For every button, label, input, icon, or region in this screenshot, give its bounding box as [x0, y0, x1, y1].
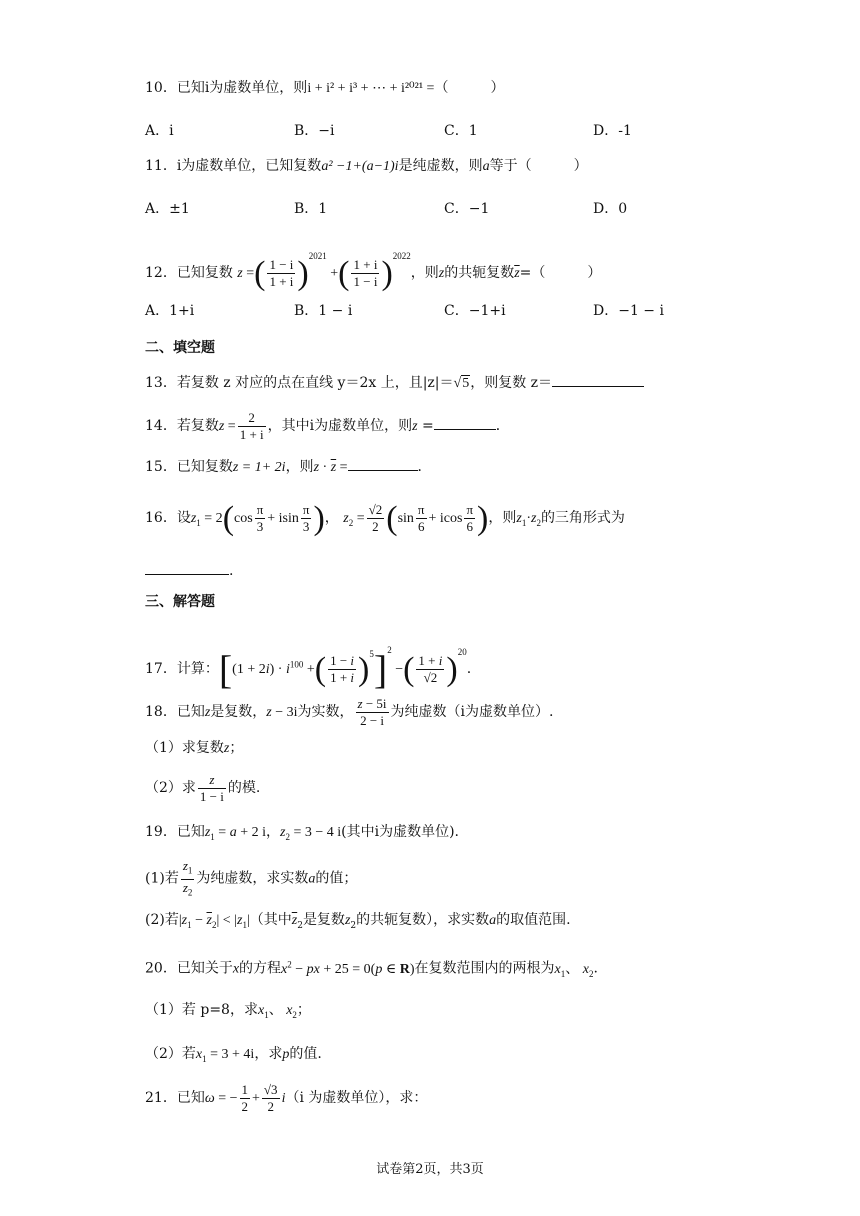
period: ．	[417, 459, 432, 475]
answer-blank[interactable]	[552, 372, 644, 387]
answer-blank[interactable]	[348, 456, 418, 471]
question-number: 19．	[145, 824, 177, 840]
part-label: （1）若 p=8，求	[145, 1002, 258, 1018]
option-d: D．-1	[593, 123, 632, 139]
formula: $\frac{z - 5i}{2 - i}$	[357, 696, 387, 729]
formula-z1: $z_1 = 2(\cos$ $\frac{\pi}{3}$ + isin $\frac{\pi}{3}$ )	[190, 499, 325, 537]
variable: z	[412, 419, 418, 434]
question-text: 的共轭复数	[444, 265, 515, 281]
variable: z	[223, 741, 230, 756]
math-expression: a² −1+(a−1)i	[321, 159, 399, 174]
section-heading-solve: 三、解答题	[145, 594, 215, 610]
variable: p	[282, 1047, 290, 1062]
variable: z	[204, 705, 211, 720]
part-text: 是复数	[302, 912, 345, 928]
part-text: 的共轭复数），求实数	[356, 912, 490, 928]
option-a: A．i	[145, 123, 174, 139]
question-text: 为实数，	[297, 704, 354, 720]
question-text: 计算：	[176, 661, 219, 677]
question-16	[145, 496, 625, 545]
variable: z	[344, 913, 351, 928]
question-text: 若复数 z 对应的点在直线 y＝2x 上，且|z|＝	[176, 375, 454, 391]
product: $z_1\cdot z_2$	[516, 511, 541, 528]
question-text: 的三角形式为	[540, 510, 625, 526]
question-text: ，	[265, 824, 280, 840]
question-number: 21．	[145, 1090, 177, 1106]
formula: ω = − $\frac{1}{2}$ + $\frac{√3}{2}$ i	[204, 1082, 286, 1115]
conjugate: $\overline{z}$	[514, 266, 520, 281]
option-b: B．−i	[294, 123, 335, 139]
formula: z =( $\frac{1 - i}{1 + i}$ )$^{2021}$ +( $\frac{1 + i}{1 - i}$ )$^{2022}$	[237, 251, 411, 292]
question-text: 已知关于	[176, 960, 233, 977]
question-text: 已知	[176, 1090, 205, 1106]
question-text: 为纯虚数（i为虚数单位）.	[390, 704, 554, 720]
question-text: ，则	[285, 459, 314, 475]
question-number: 11．	[145, 158, 177, 174]
part-text: ；	[296, 1002, 311, 1018]
question-15	[145, 456, 432, 478]
question-text: 是复数，	[210, 704, 267, 720]
roots: $x_1$、 $x_2$	[257, 1003, 297, 1020]
part-text: （其中	[249, 912, 292, 928]
formula-z2: $z_2$ = $\frac{√2}{2}$ (sin $\frac{\pi}{6}$ + icos $\frac{\pi}{6}$ )	[343, 499, 489, 537]
question-text: ，	[324, 510, 339, 526]
option-c: C．−1	[444, 201, 490, 217]
part-label: （1）求复数	[145, 740, 224, 756]
math-expression: i + i² + i³ + ⋯ + i²⁰²¹ =	[307, 81, 435, 96]
conjugate: $\overline{z}$	[291, 913, 298, 928]
question-number: 12．	[145, 265, 177, 281]
question-17	[145, 626, 471, 694]
q18-part-1	[145, 738, 243, 759]
answer-paren: （ ）	[434, 80, 505, 96]
question-text: ，则	[488, 510, 517, 526]
question-number: 16．	[145, 510, 177, 526]
question-text: i为虚数单位，已知复数	[176, 158, 322, 174]
option-d: D．0	[593, 201, 628, 217]
answer-blank[interactable]	[434, 415, 496, 430]
question-text: 在复数范围内的两根为	[414, 960, 555, 977]
question-number: 15．	[145, 459, 177, 475]
formula: z = $\frac{2}{1 + i}$	[218, 410, 264, 443]
period: .	[229, 563, 234, 579]
part-text: 的取值范围.	[496, 912, 571, 928]
period: ．	[495, 418, 510, 434]
question-19	[145, 822, 459, 847]
question-text: =（ ）	[519, 265, 602, 281]
question-text: ，则	[410, 265, 439, 281]
question-11	[145, 156, 588, 177]
question-number: 18．	[145, 704, 177, 720]
question-text: 设	[176, 510, 191, 526]
option-d: D．−1 − i	[593, 303, 664, 319]
question-text: 已知i为虚数单位，则	[176, 80, 308, 96]
question-text: ，其中i为虚数单位，则	[267, 418, 413, 434]
question-text: 已知复数	[176, 459, 233, 475]
part-label: (2)若	[145, 912, 179, 928]
formula: $z_1 = a + 2$ i	[204, 825, 266, 842]
question-text: （i 为虚数单位），求：	[285, 1090, 428, 1106]
question-text: 是纯虚数，则	[398, 158, 483, 174]
section-heading-fill-in: 二、填空题	[145, 340, 215, 356]
roots: $x_1$、 $x_2$	[554, 961, 594, 979]
question-text: 已知	[176, 824, 205, 840]
question-number: 17．	[145, 661, 177, 677]
part-text: 的值.	[289, 1046, 322, 1062]
part-text: ，求	[254, 1046, 283, 1062]
question-13	[145, 372, 644, 394]
question-number: 14．	[145, 418, 177, 434]
option-a: A．1+i	[145, 303, 195, 319]
part-text: 的值；	[315, 870, 358, 887]
part-text: 的模.	[227, 780, 261, 796]
question-number: 13．	[145, 375, 177, 391]
part-label: (1)若	[145, 870, 179, 887]
variable: a	[308, 871, 316, 887]
question-number: 10．	[145, 80, 177, 96]
question-text: 若复数	[176, 418, 219, 434]
question-text: (其中i为虚数单位).	[341, 824, 459, 840]
formula: [$(1 + 2i) \cdot i^{100}$ +( $\frac{1 - i}{1 + i}$ )$^5$]$^2$ −( $\frac{1 + i}{√2}$ )$^{20}$	[218, 645, 467, 692]
option-c: C．1	[444, 123, 478, 139]
period: .	[466, 661, 472, 677]
question-10	[145, 78, 504, 99]
question-12	[145, 236, 601, 294]
sqrt-5: √5	[453, 376, 470, 391]
formula: $|z_1 - \overline{z}_2| < |z_1|$	[178, 913, 250, 930]
variable: a	[482, 159, 490, 174]
formula: z − 3i	[266, 705, 298, 720]
part-label: （2）求	[145, 780, 196, 796]
question-number: 20．	[145, 960, 177, 977]
option-a: A．±1	[145, 201, 190, 217]
page-footer: 试卷第2页，共3页	[376, 1162, 484, 1177]
variable: z	[438, 266, 445, 281]
variable: a	[489, 913, 497, 928]
question-text: ，则复数 z＝	[470, 375, 553, 391]
answer-blank[interactable]	[145, 560, 229, 575]
question-text: 已知复数	[176, 265, 233, 281]
question-text: 等于（ ）	[489, 158, 588, 174]
option-b: B．1	[294, 201, 328, 217]
formula: $\frac{z}{1 - i}$	[199, 772, 224, 805]
part-text: ；	[229, 740, 244, 756]
formula: $\frac{z_1}{z_2}$	[182, 858, 193, 898]
q19-part-2: (2)若$|z_1 - \overline{z}_2| < |z_1|$（其中$\overline{z}_2$是复数$z_2$的共轭复数），求实数a的取值范围.	[145, 912, 571, 931]
math-expression: z = 1+ 2i	[232, 460, 286, 475]
variable: x	[232, 961, 240, 977]
q20-part-1	[145, 1000, 311, 1025]
formula: $z_2 = 3 - 4$ i	[279, 825, 342, 842]
question-21	[145, 1080, 427, 1117]
q20-part-2	[145, 1044, 322, 1069]
part-text: 为纯虚数，求实数	[196, 870, 309, 887]
formula: $z \cdot \overline{z}$ =	[313, 460, 348, 475]
part-label: （2）若	[145, 1046, 196, 1062]
question-text: 的方程	[239, 960, 282, 977]
question-text: 已知	[176, 704, 205, 720]
option-b: B．1 − i	[294, 303, 353, 319]
q18-part-2	[145, 770, 260, 807]
q16-answer-line	[145, 560, 233, 581]
question-18	[145, 692, 553, 733]
question-14: 14．若复数z = $\frac{2}{1 + i}$ ，其中i为虚数单位，则z = ．	[145, 410, 510, 443]
formula: $x_1 = 3 + 4i$	[195, 1047, 255, 1064]
option-c: C．−1+i	[444, 303, 506, 319]
question-20	[145, 954, 598, 983]
period: .	[593, 960, 598, 977]
formula: $x^2$ − px + 25 = 0(p ∈ R)	[281, 959, 415, 977]
q19-part-1	[145, 858, 357, 900]
